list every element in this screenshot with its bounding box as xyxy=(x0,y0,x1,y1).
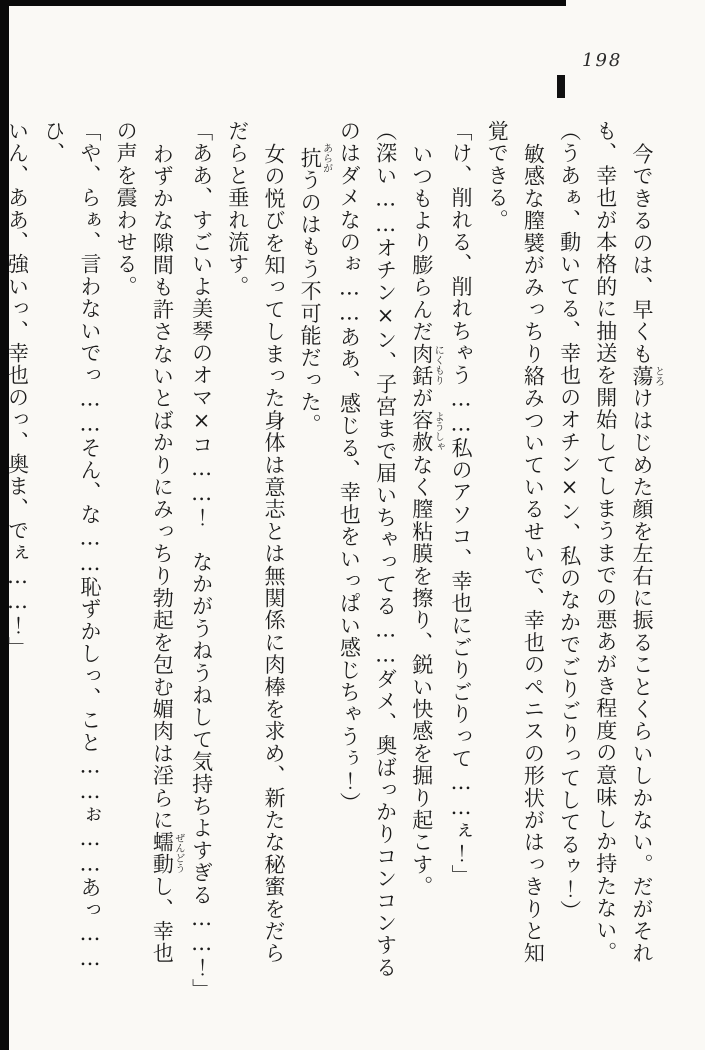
text-column-11: 女の悦びを知ってしまった身体は意志とは無関係に肉棒を求め、新たな秘蜜をだら xyxy=(261,143,286,965)
text-column-16: 「や、らぁ、言わないでっ……そん、な……恥ずかしっ、こと……ぉ……あっ……ひ、 xyxy=(41,120,102,972)
text-column-2: も、幸也が本格的に抽送を開始してしまうまでの悪あがき程度の意味しか持たない。 xyxy=(593,120,618,964)
ruby-annotated-word: 肉銛にくもり xyxy=(409,342,444,388)
text-column-8: （深い……オチン×ン、子宮まで届いちゃってる……ダメ、奥ばっかりコンコンする xyxy=(373,120,398,979)
page-number: 198 xyxy=(582,50,623,71)
ruby-annotated-word: 容赦ようしゃ xyxy=(409,409,444,454)
text-column-3: （うあぁ、動いてる、幸也のオチン×ン、私のなかでごりごりってしてるゥ！） xyxy=(557,120,582,923)
page-edge-mark xyxy=(557,75,565,98)
text-columns xyxy=(0,120,663,1020)
text-column-12: だらと垂れ流す。 xyxy=(225,120,250,298)
text-column-6: 「け、削れる、削れちゃう……私のアソコ、幸也にごりごりって……ぇ！」 xyxy=(448,120,473,887)
text-column-4: 敏感な膣襞がみっちり絡みついているせいで、幸也のペニスの形状がはっきりと知 xyxy=(521,143,546,965)
ruby-annotated-word: 蠕動ぜんどう xyxy=(150,831,184,876)
ruby-annotated-word: 蕩とろ xyxy=(630,365,664,388)
page-edge-top xyxy=(0,0,566,6)
text-column-7: いつもより膨らんだ肉銛にくもりが容赦ようしゃなく膣粘膜を擦り、鋭い快感を掘り起こす。 xyxy=(409,143,444,898)
text-column-14: わずかな隙間も許さないとばかりにみっちり勃起を包む媚肉は淫らに蠕動ぜんどうし、幸也 xyxy=(150,143,184,965)
text-column-17: いん、ああ、強いっ、幸也のっ、奥ま、でぇ……！」 xyxy=(5,120,30,659)
ruby-annotated-word: 抗あらが xyxy=(298,143,332,173)
text-column-5: 覚できる。 xyxy=(485,120,510,231)
text-column-9: のはダメなのぉ……ああ、感じる、幸也をいっぱい感じちゃうぅ！） xyxy=(337,120,362,815)
text-column-10: 抗あらがうのはもう不可能だった。 xyxy=(298,143,332,436)
text-column-13: 「ああ、すごいよ美琴のオマ×コ……！ なかがうねうねして気持ちよすぎる……！」 xyxy=(189,120,214,1001)
text-column-1: 今できるのは、早くも蕩とろけはじめた顔を左右に振ることくらいしかない。だがそれ xyxy=(630,143,664,965)
text-column-15: の声を震わせる。 xyxy=(114,120,139,298)
